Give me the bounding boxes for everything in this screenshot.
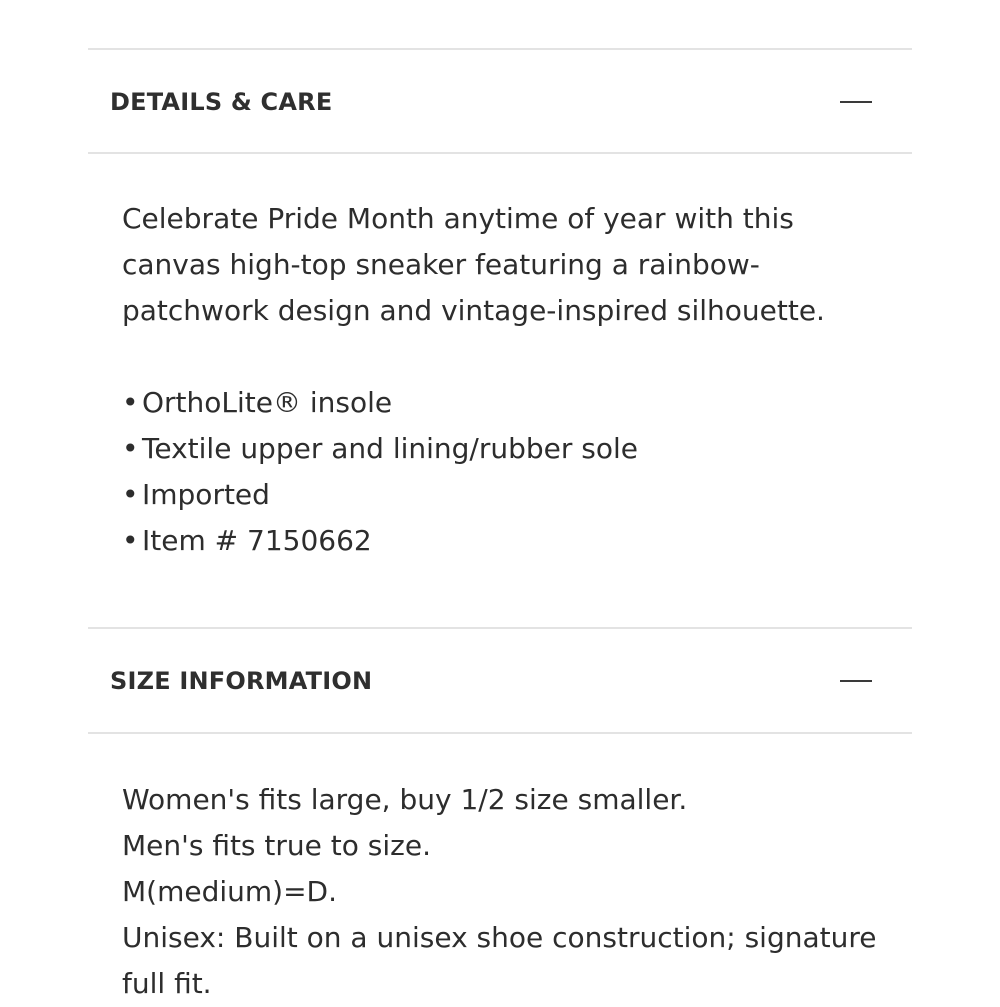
bullet-icon: •: [122, 524, 139, 557]
size-line: Men's fits true to size.: [122, 829, 431, 862]
size-line: full fit.: [122, 967, 212, 1000]
top-divider: [88, 48, 912, 50]
bullet-icon: •: [122, 478, 139, 511]
details-care-title: DETAILS & CARE: [110, 88, 333, 116]
collapse-minus-icon[interactable]: [840, 671, 872, 691]
bullet-icon: •: [122, 432, 139, 465]
bullet-text: Textile upper and lining/rubber sole: [142, 432, 639, 465]
size-information-content: [122, 777, 902, 1007]
details-header-divider: [88, 152, 912, 154]
list-item: [122, 380, 902, 426]
details-care-header[interactable]: [88, 52, 912, 152]
size-line: Unisex: Built on a unisex shoe construction; signature: [122, 921, 877, 954]
size-line: M(medium)=D.: [122, 875, 338, 908]
size-line: Women's fits large, buy 1/2 size smaller.: [122, 783, 688, 816]
bullet-text: OrthoLite® insole: [142, 386, 393, 419]
description-line: patchwork design and vintage-inspired silhouette.: [122, 294, 825, 327]
bullet-icon: •: [122, 386, 139, 419]
description-line: Celebrate Pride Month anytime of year with this: [122, 202, 794, 235]
bullet-text: Imported: [142, 478, 270, 511]
list-item: [122, 472, 902, 518]
details-care-content: [122, 196, 902, 564]
details-bullet-list: [122, 380, 902, 564]
size-top-divider: [88, 627, 912, 629]
list-item: [122, 518, 902, 564]
size-information-header[interactable]: [88, 631, 912, 731]
description-line: canvas high-top sneaker featuring a rainbow-: [122, 248, 760, 281]
collapse-minus-icon[interactable]: [840, 92, 872, 112]
size-header-divider: [88, 732, 912, 734]
size-information-title: SIZE INFORMATION: [110, 667, 373, 695]
spacer: [122, 334, 902, 380]
bullet-text: Item # 7150662: [142, 524, 372, 557]
list-item: [122, 426, 902, 472]
